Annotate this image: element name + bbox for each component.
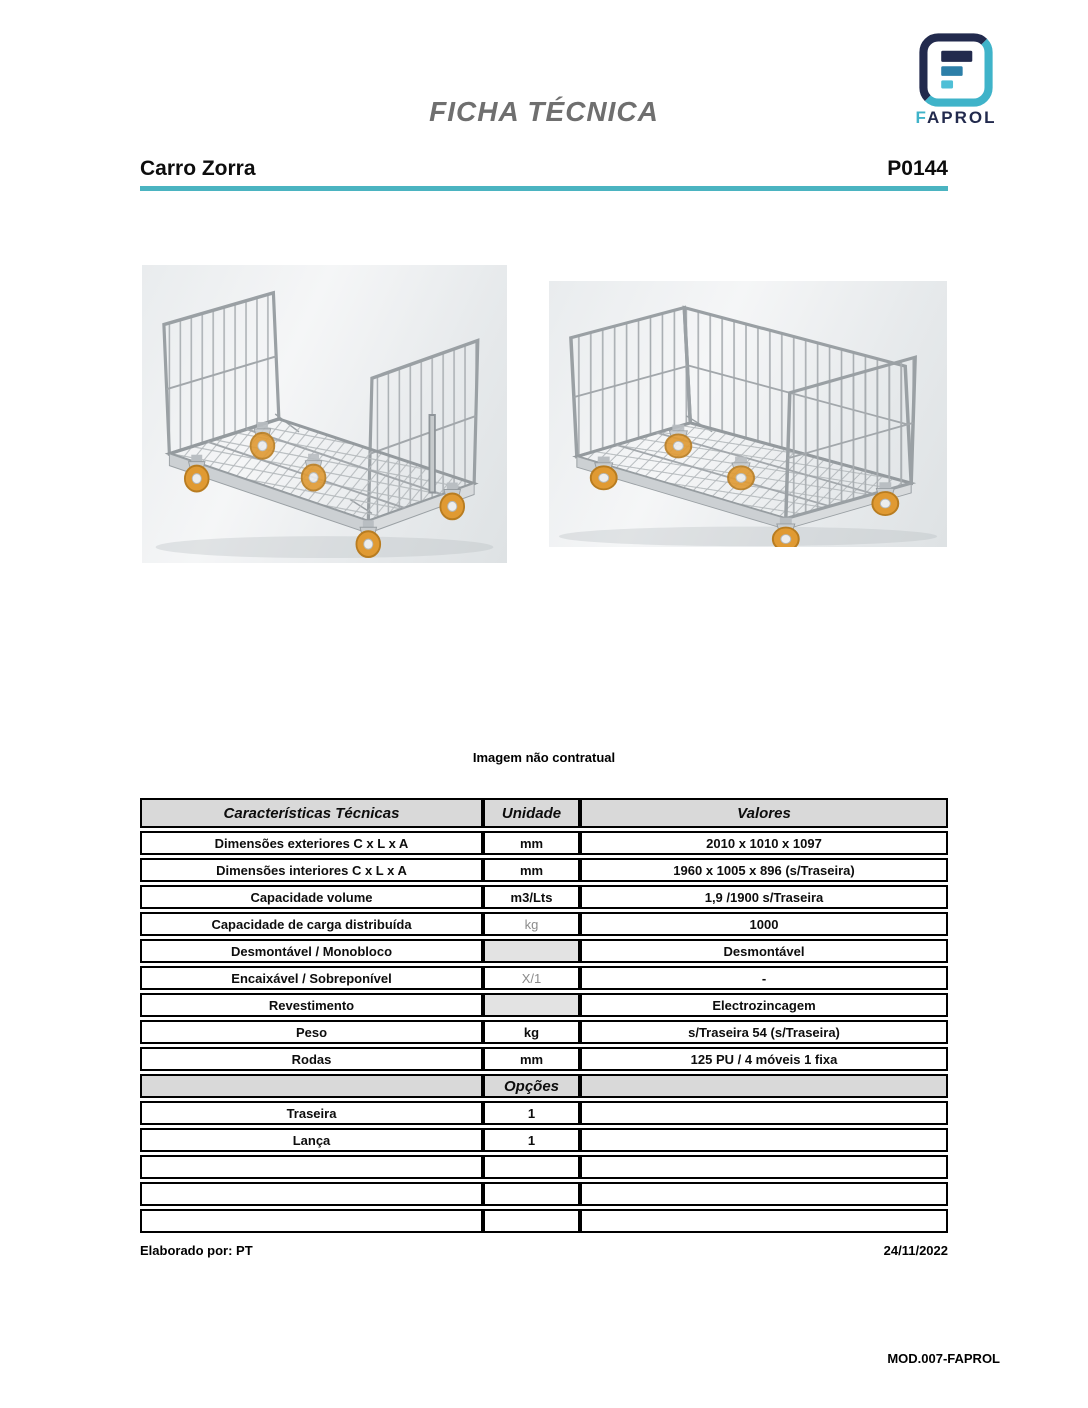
spec-row (140, 939, 948, 963)
spec-unit: m3/Lts (483, 885, 580, 909)
spec-label: Peso (140, 1020, 483, 1044)
spec-value: - (580, 966, 948, 990)
spec-row (140, 831, 948, 855)
spec-label: Dimensões exteriores C x L x A (140, 831, 483, 855)
cart-render-open (142, 265, 507, 563)
accent-rule (140, 186, 948, 191)
spec-row (140, 993, 948, 1017)
spec-value: Electrozincagem (580, 993, 948, 1017)
header-characteristics: Características Técnicas (140, 798, 483, 828)
spec-row (140, 912, 948, 936)
header-values: Valores (580, 798, 948, 828)
option-qty: 1 (483, 1101, 580, 1125)
spec-label: Dimensões interiores C x L x A (140, 858, 483, 882)
spec-unit: X/1 (483, 966, 580, 990)
page-title: FICHA TÉCNICA (429, 96, 659, 127)
empty-row (140, 1182, 948, 1206)
options-header: Opções (483, 1074, 580, 1098)
spec-label: Desmontável / Monobloco (140, 939, 483, 963)
option-row (140, 1101, 948, 1125)
spec-unit (483, 939, 580, 963)
spec-row (140, 858, 948, 882)
option-label: Lança (140, 1128, 483, 1152)
spec-unit (483, 993, 580, 1017)
spec-label: Capacidade volume (140, 885, 483, 909)
spec-value: 2010 x 1010 x 1097 (580, 831, 948, 855)
spec-unit: mm (483, 831, 580, 855)
spec-unit: kg (483, 912, 580, 936)
spec-label: Rodas (140, 1047, 483, 1071)
product-code: P0144 (887, 157, 948, 180)
product-image-open-cart (142, 265, 507, 563)
spec-value: 1,9 /1900 s/Traseira (580, 885, 948, 909)
spec-row (140, 1020, 948, 1044)
option-label: Traseira (140, 1101, 483, 1125)
spec-label: Capacidade de carga distribuída (140, 912, 483, 936)
options-header-row (140, 1074, 948, 1098)
document-code: MOD.007-FAPROL (887, 1351, 1000, 1366)
spec-value: s/Traseira 54 (s/Traseira) (580, 1020, 948, 1044)
product-name: Carro Zorra (140, 157, 256, 180)
option-qty: 1 (483, 1128, 580, 1152)
spec-row (140, 966, 948, 990)
spec-value: Desmontável (580, 939, 948, 963)
spec-label: Encaixável / Sobreponível (140, 966, 483, 990)
image-disclaimer: Imagem não contratual (472, 750, 616, 765)
spec-unit: mm (483, 1047, 580, 1071)
spec-row (140, 885, 948, 909)
faprol-logo-wordmark: FAPROL (915, 108, 997, 127)
empty-row (140, 1155, 948, 1179)
spec-value: 1000 (580, 912, 948, 936)
spec-table (140, 795, 948, 1236)
cart-shadow (559, 527, 937, 547)
cart-shadow (156, 536, 494, 558)
spec-value: 125 PU / 4 móveis 1 fixa (580, 1047, 948, 1071)
spec-unit: mm (483, 858, 580, 882)
empty-row (140, 1209, 948, 1233)
product-header (140, 157, 948, 181)
header-unit: Unidade (483, 798, 580, 828)
spec-header-row (140, 798, 948, 828)
option-value (580, 1128, 948, 1152)
product-image-with-rear-panel (549, 281, 947, 547)
spec-unit: kg (483, 1020, 580, 1044)
option-row (140, 1128, 948, 1152)
footer-row (140, 1243, 948, 1258)
spec-value: 1960 x 1005 x 896 (s/Traseira) (580, 858, 948, 882)
option-value (580, 1101, 948, 1125)
document-date: 24/11/2022 (883, 1243, 948, 1258)
spec-label: Revestimento (140, 993, 483, 1017)
elaborated-by: Elaborado por: PT (140, 1243, 253, 1258)
spec-row (140, 1047, 948, 1071)
cart-render-rear-panel (549, 281, 947, 547)
